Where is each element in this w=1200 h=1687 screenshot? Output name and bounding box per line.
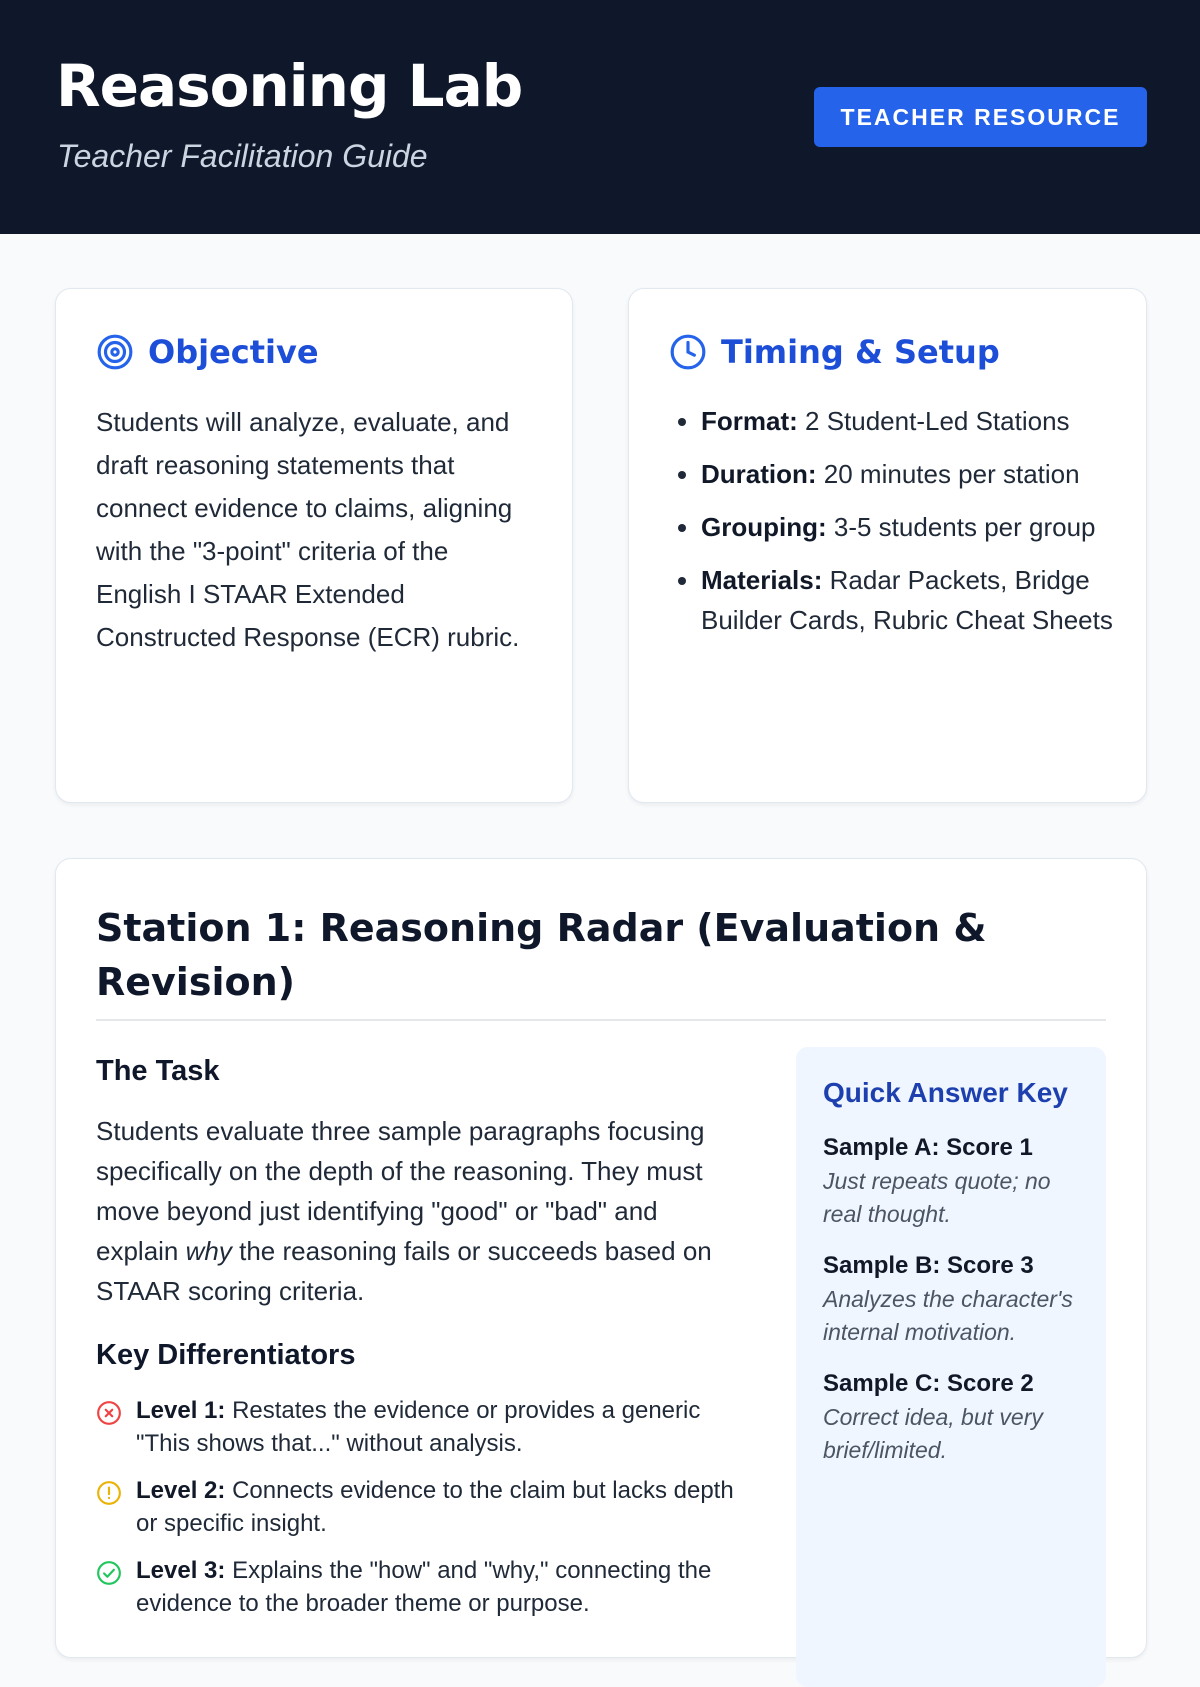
page-title: Reasoning Lab xyxy=(56,52,523,120)
quick-answer-key xyxy=(796,1047,1106,1687)
task-text-part: the reasoning fails or succeeds based on STAAR scoring criteria. xyxy=(96,1236,712,1306)
timing-setup-title: Timing & Setup xyxy=(721,333,1000,371)
answer-key-label: Sample B: Score 3 xyxy=(823,1252,1034,1279)
station-1-title: Station 1: Reasoning Radar (Evaluation & Revision) xyxy=(96,906,987,1004)
page-header xyxy=(0,0,1200,234)
level-label: Level 3: xyxy=(136,1557,226,1584)
timing-setup-card xyxy=(628,288,1147,803)
x-circle-icon xyxy=(96,1400,122,1426)
setup-item-materials xyxy=(701,560,1121,640)
answer-key-item xyxy=(823,1367,1083,1467)
level-text: Restates the evidence or provides a generic "This shows that..." without analysis. xyxy=(136,1397,701,1457)
timing-setup-heading xyxy=(669,333,1000,371)
answer-key-desc: Correct idea, but very brief/limited. xyxy=(823,1404,1043,1463)
answer-key-label: Sample C: Score 2 xyxy=(823,1370,1034,1397)
setup-label: Materials: xyxy=(701,565,823,595)
setup-item-format xyxy=(701,401,1121,441)
answer-key-list xyxy=(823,1131,1083,1485)
setup-label: Duration: xyxy=(701,459,817,489)
page-subtitle: Teacher Facilitation Guide xyxy=(57,138,428,174)
level-label: Level 2: xyxy=(136,1477,226,1504)
clock-icon xyxy=(669,333,707,371)
check-circle-icon xyxy=(96,1560,122,1586)
teacher-resource-badge: TEACHER RESOURCE xyxy=(814,87,1147,147)
answer-key-label: Sample A: Score 1 xyxy=(823,1134,1033,1161)
station-1-card xyxy=(55,858,1147,1658)
task-text-emphasis: why xyxy=(185,1236,232,1266)
answer-key-title: Quick Answer Key xyxy=(823,1077,1068,1108)
level-label: Level 1: xyxy=(136,1397,226,1424)
level-1-item xyxy=(96,1394,756,1460)
setup-value: 20 minutes per station xyxy=(823,459,1080,489)
setup-label: Grouping: xyxy=(701,512,827,542)
level-text: Connects evidence to the claim but lacks depth or specific insight. xyxy=(136,1477,734,1537)
level-text: Explains the "how" and "why," connecting the evidence to the broader theme or purpose. xyxy=(136,1557,712,1617)
task-heading: The Task xyxy=(96,1055,220,1087)
alert-circle-icon xyxy=(96,1480,122,1506)
differentiators-heading: Key Differentiators xyxy=(96,1339,356,1371)
setup-label: Format: xyxy=(701,406,798,436)
objective-heading xyxy=(96,333,319,371)
target-icon xyxy=(96,333,134,371)
objective-title: Objective xyxy=(148,333,319,371)
objective-text: Students will analyze, evaluate, and draft reasoning statements that connect evidence to claims, aligning with the "3-point" criteria of the English I STAAR Extended Constructed Response (ECR) rubric. xyxy=(96,407,520,652)
divider xyxy=(96,1019,1106,1021)
setup-item-duration xyxy=(701,454,1121,494)
differentiators-list xyxy=(96,1394,756,1634)
answer-key-desc: Just repeats quote; no real thought. xyxy=(823,1168,1051,1227)
answer-key-desc: Analyzes the character's internal motivation. xyxy=(823,1286,1073,1345)
setup-list xyxy=(701,401,1121,653)
setup-value: 2 Student-Led Stations xyxy=(805,406,1070,436)
level-3-item xyxy=(96,1554,756,1620)
task-text-part: Students evaluate three sample paragraphs focusing specifically on the depth of the reasoning. They must move beyond just identifying "good" or "bad" and explain xyxy=(96,1116,705,1266)
task-text xyxy=(96,1111,746,1311)
level-2-item xyxy=(96,1474,756,1540)
answer-key-item xyxy=(823,1249,1083,1349)
setup-item-grouping xyxy=(701,507,1121,547)
objective-card xyxy=(55,288,573,803)
answer-key-item xyxy=(823,1131,1083,1231)
setup-value: Radar Packets, Bridge Builder Cards, Rubric Cheat Sheets xyxy=(701,565,1113,635)
setup-value: 3-5 students per group xyxy=(833,512,1096,542)
